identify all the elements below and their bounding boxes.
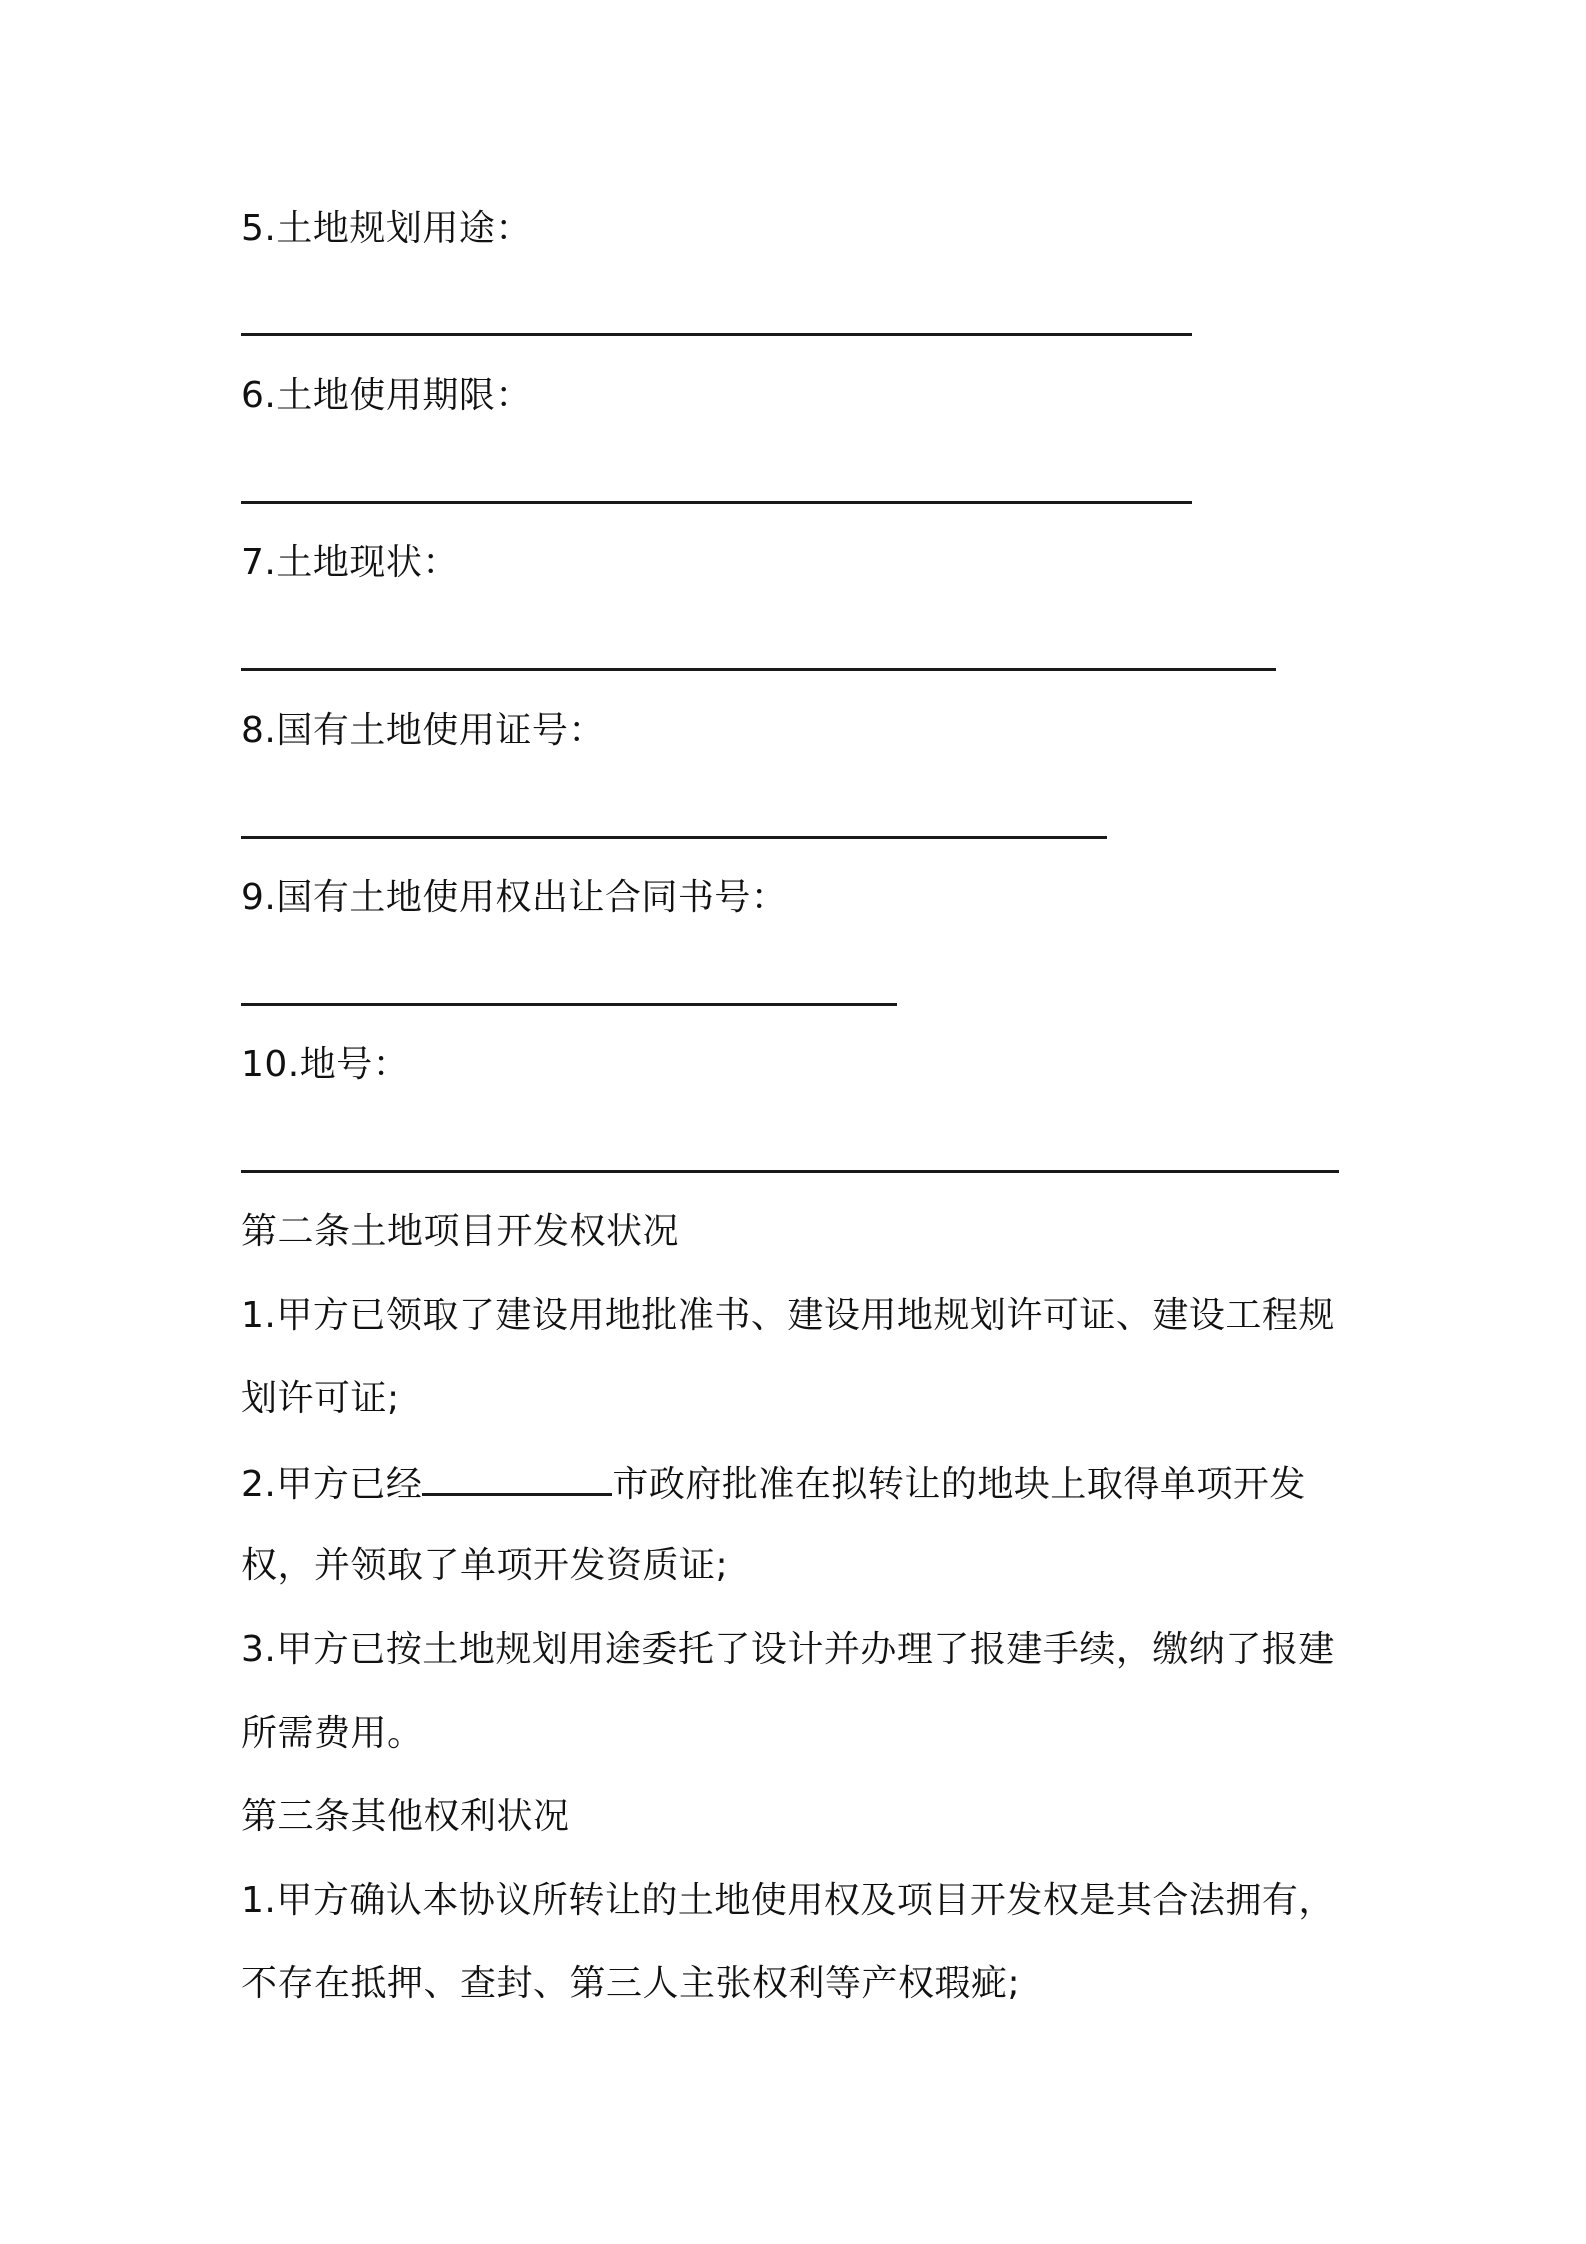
item-land-planning-use: 5.土地规划用途： (241, 208, 532, 249)
section2-para3-line2: 所需费用。 (241, 1713, 424, 1754)
fill-blank-lot-number (241, 1170, 1339, 1173)
section2-para3-line1: 3.甲方已按土地规划用途委托了设计并办理了报建手续，缴纳了报建 (241, 1629, 1335, 1670)
item-lot-number: 10.地号： (241, 1044, 410, 1085)
fill-blank-land-use-term (241, 501, 1192, 504)
section3-para1-line1: 1.甲方确认本协议所转让的土地使用权及项目开发权是其合法拥有， (241, 1880, 1335, 1921)
section2-para2-line1 (241, 1459, 1306, 1509)
item-land-certificate-no: 8.国有土地使用证号： (241, 710, 605, 751)
inline-fill-blank (422, 1459, 612, 1496)
section2-para2-after: 市政府批准在拟转让的地块上取得单项开发 (612, 1464, 1306, 1505)
item-transfer-contract-no: 9.国有土地使用权出让合同书号： (241, 877, 788, 918)
item-land-use-term: 6.土地使用期限： (241, 375, 532, 416)
section3-heading: 第三条其他权利状况 (241, 1796, 570, 1837)
fill-blank-land-certificate-no (241, 836, 1107, 839)
fill-blank-transfer-contract-no (241, 1003, 897, 1006)
section2-para2-line2: 权，并领取了单项开发资质证; (241, 1545, 729, 1586)
section3-para1-line2: 不存在抵押、查封、第三人主张权利等产权瑕疵; (241, 1963, 1021, 2004)
section2-para1-line2: 划许可证; (241, 1378, 400, 1419)
section2-para2-before: 2.甲方已经 (241, 1464, 423, 1505)
section2-heading: 第二条土地项目开发权状况 (241, 1211, 680, 1252)
fill-blank-land-status (241, 668, 1276, 671)
fill-blank-land-planning-use (241, 333, 1192, 336)
item-land-status: 7.土地现状： (241, 542, 459, 583)
section2-para1-line1: 1.甲方已领取了建设用地批准书、建设用地规划许可证、建设工程规 (241, 1295, 1335, 1336)
